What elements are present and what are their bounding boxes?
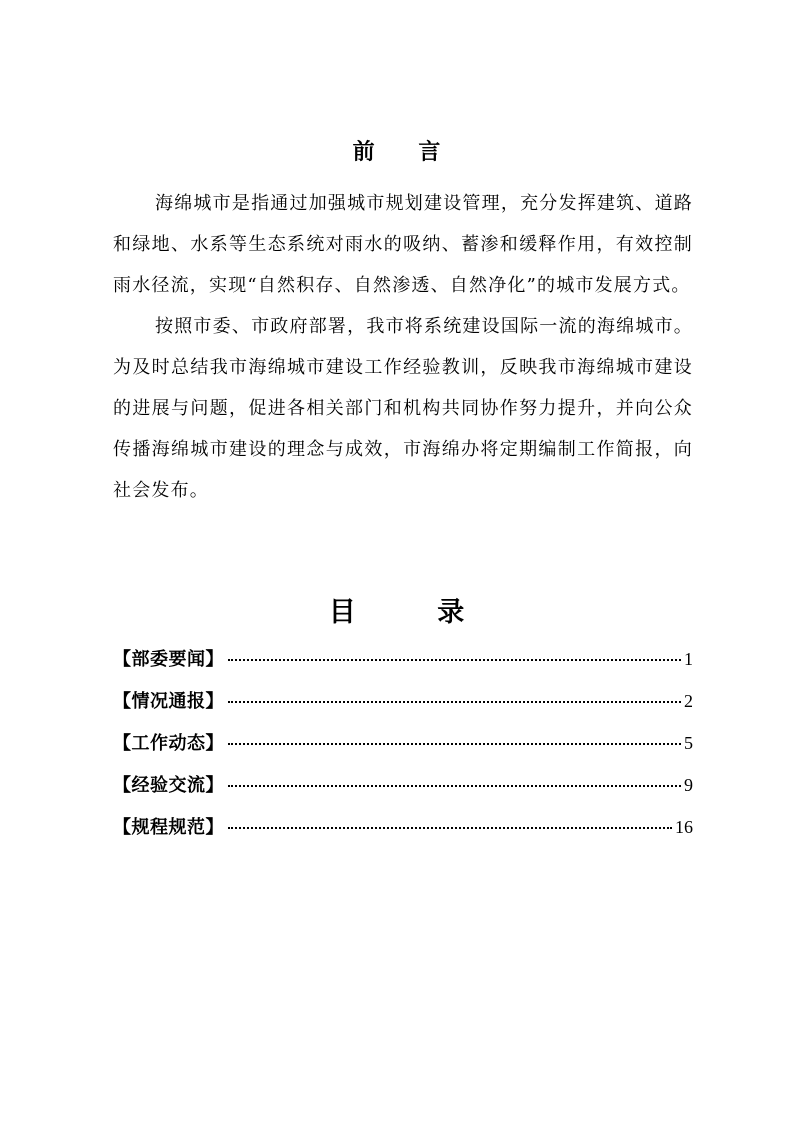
- toc-entry-label: 【规程规范】: [113, 817, 224, 838]
- toc-entry-report[interactable]: [113, 687, 693, 729]
- toc-entry-experience[interactable]: [113, 771, 693, 813]
- toc-page-number: 2: [684, 691, 693, 711]
- toc-page-number: 1: [684, 649, 693, 669]
- toc-page-number: 16: [675, 817, 693, 837]
- toc-entry-work-updates[interactable]: [113, 729, 693, 771]
- preface-title: 前 言: [352, 140, 459, 165]
- preface-paragraph-2: 按照市委、市政府部署，我市将系统建设国际一流的海绵城市。为及时总结我市海绵城市建设工作经验教训，反映我市海绵城市建设的进展与问题，促进各相关部门和机构共同协作努力提升，并向公众传播海绵城市建设的理念与成效，市海绵办将定期编制工作简报，向社会发布。: [113, 316, 693, 501]
- toc-entry-label: 【情况通报】: [113, 691, 224, 712]
- preface-paragraph-1: 海绵城市是指通过加强城市规划建设管理，充分发挥建筑、道路和绿地、水系等生态系统对雨水的吸纳、蓄渗和缓释作用，有效控制雨水径流，实现“自然积存、自然渗透、自然净化”的城市发展方式。: [113, 193, 693, 296]
- toc-dot-leader: [228, 659, 681, 661]
- toc-dot-leader: [228, 785, 681, 787]
- toc-dot-leader: [228, 827, 672, 829]
- toc-page-number: 9: [684, 775, 693, 795]
- preface-body: [113, 183, 693, 511]
- toc-dot-leader: [228, 701, 681, 703]
- table-of-contents: [113, 645, 693, 855]
- toc-entry-label: 【经验交流】: [113, 775, 224, 796]
- toc-entry-news[interactable]: [113, 645, 693, 687]
- toc-title: 目 录: [328, 597, 501, 628]
- toc-dot-leader: [228, 743, 681, 745]
- toc-entry-label: 【工作动态】: [113, 733, 224, 754]
- toc-page-number: 5: [684, 733, 693, 753]
- toc-entry-standards[interactable]: [113, 813, 693, 855]
- toc-entry-label: 【部委要闻】: [113, 649, 224, 670]
